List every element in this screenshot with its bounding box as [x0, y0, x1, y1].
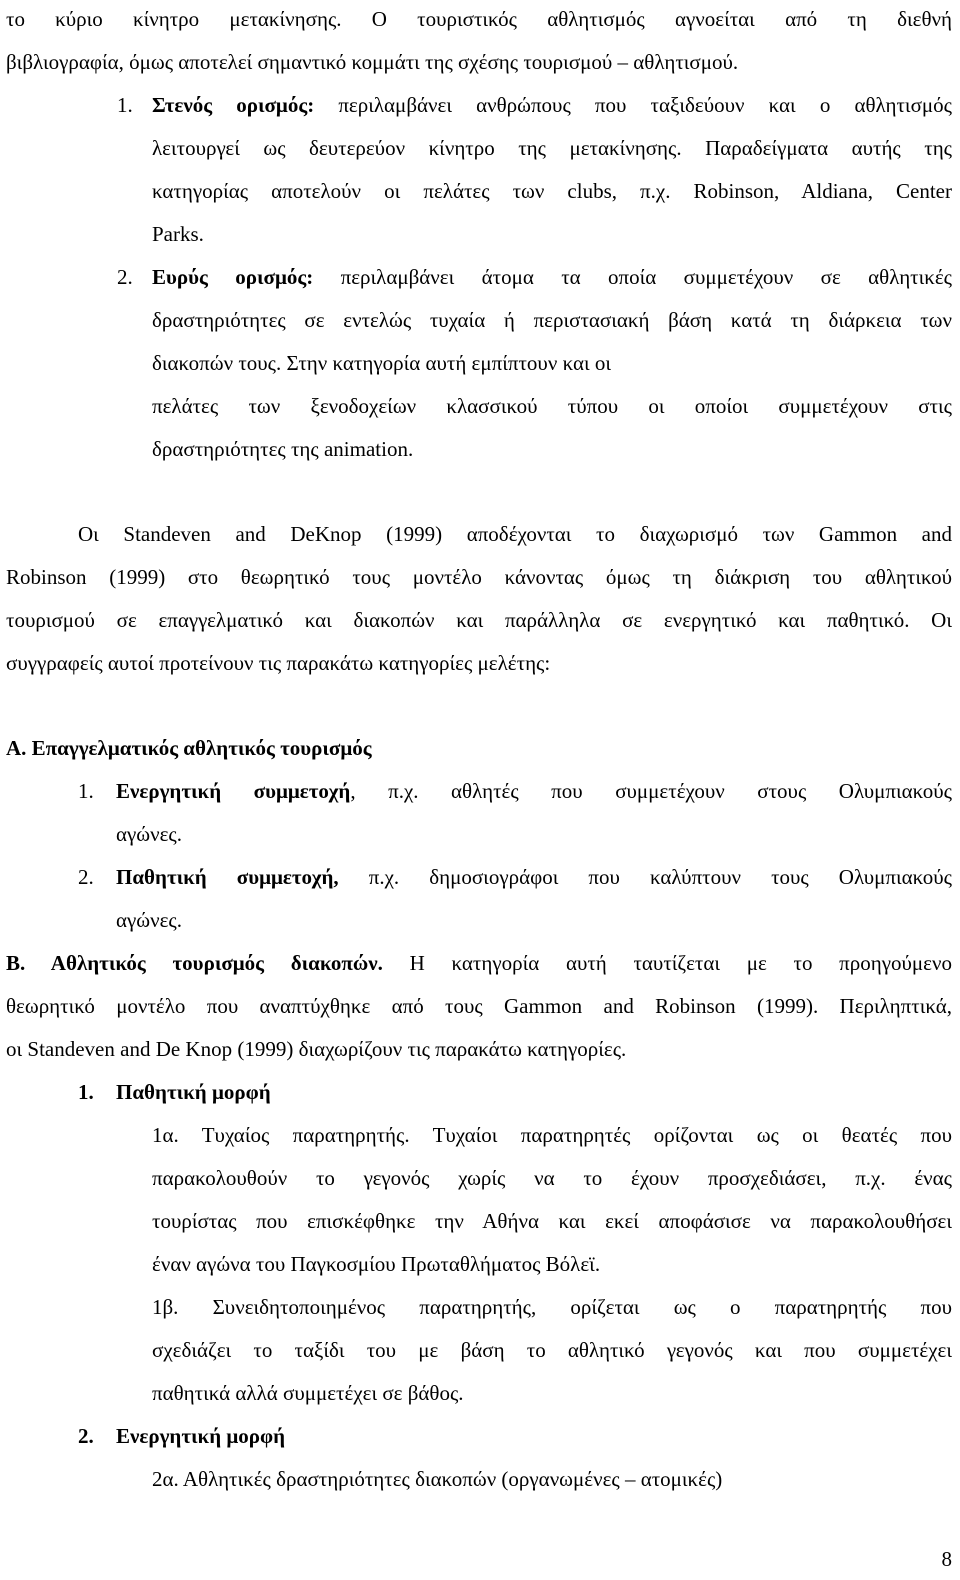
text-line: Οι Standeven and DeKnop (1999) αποδέχονται το διαχωρισμό των Gammon and [78, 522, 952, 546]
text-run: περιλαμβάνει ανθρώπους που ταξιδεύουν και ο αθλητισμός [314, 93, 952, 117]
subsection-title [116, 1423, 285, 1449]
text-line: το κύριο κίνητρο μετακίνησης. Ο τουριστικός αθλητισμός αγνοείται από τη διεθνή [6, 7, 952, 31]
list-term: Στενός ορισμός: [152, 93, 315, 117]
list-number: 2. [117, 265, 133, 289]
list-item-first-line [152, 264, 952, 290]
text-line: 1α. Τυχαίος παρατηρητής. Τυχαίοι παρατηρητές ορίζονται ως οι θεατές που [152, 1123, 952, 1147]
text-line: 1β. Συνειδητοποιημένος παρατηρητής, ορίζεται ως ο παρατηρητής που [152, 1295, 952, 1319]
list-number-text: 1. [78, 1080, 94, 1104]
text-line: αγώνες. [116, 822, 182, 846]
text-line: αγώνες. [116, 908, 182, 932]
list-item-first-line [152, 92, 952, 118]
text-line: τουρισμού σε επαγγελματικό και διακοπών και παράλληλα σε ενεργητικό και παθητικό. Οι [6, 608, 952, 632]
list-term: Παθητική συμμετοχή, [116, 865, 339, 889]
list-term: Ευρύς ορισμός: [152, 265, 314, 289]
text-line: κατηγορίας αποτελούν οι πελάτες των clubs, π.χ. Robinson, Aldiana, Center [152, 179, 952, 203]
subsection-title [116, 1079, 271, 1105]
text-line: 2α. Αθλητικές δραστηριότητες διακοπών (οργανωμένες – ατομικές) [152, 1467, 723, 1491]
section-heading [6, 735, 372, 761]
text-line: σχεδιάζει το ταξίδι του με βάση το αθλητικό γεγονός και που συμμετέχει [152, 1338, 952, 1362]
text-run: περιλαμβάνει άτομα τα οποία συμμετέχουν σε αθλητικές [313, 265, 952, 289]
text-line: βιβλιογραφία, όμως αποτελεί σημαντικό κομμάτι της σχέσης τουρισμού – αθλητισμού. [6, 50, 739, 74]
text-run: π.χ. δημοσιογράφοι που καλύπτουν τους Ολυμπιακούς [338, 865, 952, 889]
list-number-text: 2. [78, 1424, 94, 1448]
text-line: διακοπών τους. Στην κατηγορία αυτή εμπίπτουν και οι [152, 351, 612, 375]
list-number [78, 1079, 94, 1105]
list-number: 2. [78, 865, 94, 889]
text-line: Parks. [152, 222, 204, 246]
list-item-first-line [116, 778, 952, 804]
text-line: Robinson (1999) στο θεωρητικό τους μοντέλο κάνοντας όμως τη διάκριση του αθλητικού [6, 565, 952, 589]
section-heading-text: Β. Αθλητικός τουρισμός διακοπών. [6, 951, 383, 975]
list-number: 1. [78, 779, 94, 803]
text-line: πελάτες των ξενοδοχείων κλασσικού τύπου οι οποίοι συμμετέχουν στις [152, 394, 952, 418]
text-run: , π.χ. αθλητές που συμμετέχουν στους Ολυμπιακούς [350, 779, 952, 803]
list-number [78, 1423, 94, 1449]
text-line: παρακολουθούν το γεγονός χωρίς να το έχουν προσχεδιάσει, π.χ. ένας [152, 1166, 952, 1190]
list-item-first-line [116, 864, 952, 890]
text-line: συγγραφείς αυτοί προτείνουν τις παρακάτω κατηγορίες μελέτης: [6, 651, 551, 675]
page-number: 8 [941, 1547, 952, 1571]
text-run: Η κατηγορία αυτή ταυτίζεται με το προηγούμενο [382, 951, 952, 975]
list-number: 1. [117, 93, 133, 117]
text-line: λειτουργεί ως δευτερεύον κίνητρο της μετακίνησης. Παραδείγματα αυτής της [152, 136, 952, 160]
subsection-title-text: Ενεργητική μορφή [116, 1424, 286, 1448]
text-line: τουρίστας που επισκέφθηκε την Αθήνα και εκεί αποφάσισε να παρακολουθήσει [152, 1209, 952, 1233]
section-heading-line [6, 950, 952, 976]
list-term: Ενεργητική συμμετοχή [116, 779, 351, 803]
section-heading-text: Α. Επαγγελματικός αθλητικός τουρισμός [6, 736, 372, 760]
text-line: έναν αγώνα του Παγκοσμίου Πρωταθλήματος Βόλεϊ. [152, 1252, 601, 1276]
text-line: οι Standeven and De Knop (1999) διαχωρίζουν τις παρακάτω κατηγορίες. [6, 1037, 627, 1061]
text-line: παθητικά αλλά συμμετέχει σε βάθος. [152, 1381, 464, 1405]
text-line: δραστηριότητες της animation. [152, 437, 414, 461]
text-line: θεωρητικό μοντέλο που αναπτύχθηκε από τους Gammon and Robinson (1999). Περιληπτικά, [6, 994, 952, 1018]
subsection-title-text: Παθητική μορφή [116, 1080, 271, 1104]
text-line: δραστηριότητες σε εντελώς τυχαία ή περιστασιακή βάση κατά τη διάρκεια των [152, 308, 952, 332]
